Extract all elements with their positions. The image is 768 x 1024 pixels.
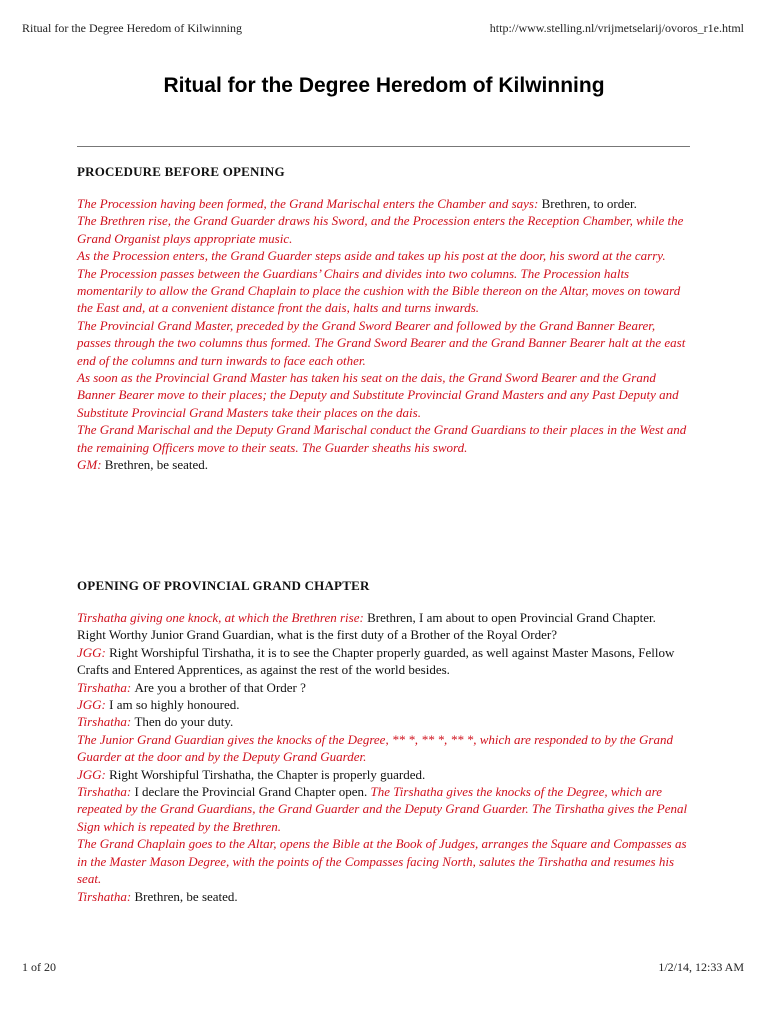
speech-text: Then do your duty. <box>134 714 234 730</box>
paragraph <box>77 369 691 421</box>
page-title: Ritual for the Degree Heredom of Kilwinning <box>163 74 605 97</box>
header-doc-title: Ritual for the Degree Heredom of Kilwinning <box>22 21 242 35</box>
footer-page-number: 1 of 20 <box>22 960 56 974</box>
stage-direction-text: As the Procession enters, the Grand Guarder steps aside and takes up his post at the door, his sword at the carry. <box>77 248 666 264</box>
stage-direction-text: The Junior Grand Guardian gives the knocks of the Degree, ** *, ** *, ** *, which are responded to by the Grand Guarder at the door and by the Deputy Grand Guarder. <box>77 731 673 765</box>
section-body-opening <box>77 609 691 905</box>
stage-direction-text: The Procession passes between the Guardians’ Chairs and divides into two columns. The Procession halts momentarily to allow the Grand Chaplain to place the cushion with the Bible thereon on the Altar, moves on toward the East and, at a convenient distance front the dais, halts and turns inwards. <box>77 265 681 316</box>
paragraph <box>77 835 691 887</box>
paragraph <box>77 731 691 766</box>
paragraph <box>77 766 691 783</box>
paragraph <box>77 212 691 247</box>
stage-direction-text: As soon as the Provincial Grand Master has taken his seat on the dais, the Grand Sword Bearer and the Grand Banner Bearer move to their places; the Deputy and Substitute Provincial Grand Masters and any Past Deputy and Substitute Provincial Grand Masters take their places on the dais. <box>77 370 679 420</box>
stage-direction-text: The Brethren rise, the Grand Guarder draws his Sword, and the Procession enters the Reception Chamber, while the Grand Organist plays appropriate music. <box>77 213 684 246</box>
speech-text: Brethren, I am about to open Provincial Grand Chapter. <box>367 610 656 625</box>
paragraph <box>77 456 691 473</box>
speech-text: Right Worthy Junior Grand Guardian, what is the first duty of a Brother of the Royal Order? <box>77 627 557 643</box>
stage-direction-text: JGG: <box>77 644 110 660</box>
speech-text: I declare the Provincial Grand Chapter open. <box>134 784 371 800</box>
stage-direction-text: GM: <box>77 457 105 473</box>
divider <box>77 146 690 147</box>
paragraph <box>77 195 691 212</box>
stage-direction-text: The Procession having been formed, the Grand Marischal enters the Chamber and says: <box>77 196 542 211</box>
section-body-procedure <box>77 195 691 474</box>
paragraph <box>77 626 691 643</box>
footer-datetime: 1/2/14, 12:33 AM <box>658 960 744 974</box>
speech-text: Brethren, be seated. <box>104 457 209 473</box>
paragraph <box>77 644 691 679</box>
stage-direction-text: Tirshatha: <box>77 679 135 695</box>
stage-direction-text: JGG: <box>77 697 110 713</box>
stage-direction-text: The Grand Chaplain goes to the Altar, opens the Bible at the Book of Judges, arranges the Square and Compasses as in the Master Mason Degree, with the points of the Compasses facing North, salutes the Tirshatha and resumes his seat. <box>77 836 687 887</box>
stage-direction-text: Tirshatha: <box>77 888 135 904</box>
speech-text: Brethren, be seated. <box>134 888 238 904</box>
stage-direction-text: Tirshatha giving one knock, at which the Brethren rise: <box>77 610 368 625</box>
paragraph <box>77 783 691 835</box>
paragraph <box>77 421 691 456</box>
paragraph <box>77 679 691 696</box>
paragraph <box>77 317 691 369</box>
header-url[interactable]: http://www.stelling.nl/vrijmetselarij/ovoros_r1e.html <box>489 21 744 35</box>
speech-text: Right Worshipful Tirshatha, the Chapter is properly guarded. <box>109 766 426 782</box>
paragraph <box>77 265 691 317</box>
section-heading-opening: OPENING OF PROVINCIAL GRAND CHAPTER <box>77 578 370 593</box>
section-heading-procedure: PROCEDURE BEFORE OPENING <box>77 164 285 179</box>
speech-text: Brethren, to order. <box>541 196 637 211</box>
paragraph <box>77 609 691 626</box>
stage-direction-text: Tirshatha: <box>77 784 135 800</box>
stage-direction-text: The Provincial Grand Master, preceded by the Grand Sword Bearer and followed by the Grand Banner Bearer, passes through the two columns thus formed. The Grand Sword Bearer and the Grand Banner Bearer halt at the east end of the columns and turn inwards to face each other. <box>77 317 686 368</box>
stage-direction-text: Tirshatha: <box>77 714 135 730</box>
print-header <box>22 21 744 36</box>
stage-direction-text: The Tirshatha gives the knocks of the Degree, which are repeated by the Grand Guardians, the Grand Guarder and the Deputy Grand Guarder. The Tirshatha gives the Penal Sign which is repeated by the Brethren. <box>77 784 688 834</box>
speech-text: Are you a brother of that Order ? <box>134 679 306 695</box>
speech-text: Right Worshipful Tirshatha, it is to see the Chapter properly guarded, as well against Master Masons, Fellow Crafts and Entered Apprentices, as against the rest of the world besides. <box>77 644 675 678</box>
paragraph <box>77 713 691 730</box>
speech-text: I am so highly honoured. <box>109 697 240 713</box>
stage-direction-text: The Grand Marischal and the Deputy Grand Marischal conduct the Grand Guardians to their places in the West and the remaining Officers move to their seats. The Guarder sheaths his sword. <box>77 422 687 455</box>
print-footer <box>22 960 744 975</box>
stage-direction-text: JGG: <box>77 766 110 782</box>
paragraph <box>77 247 691 264</box>
paragraph <box>77 888 691 905</box>
paragraph <box>77 696 691 713</box>
